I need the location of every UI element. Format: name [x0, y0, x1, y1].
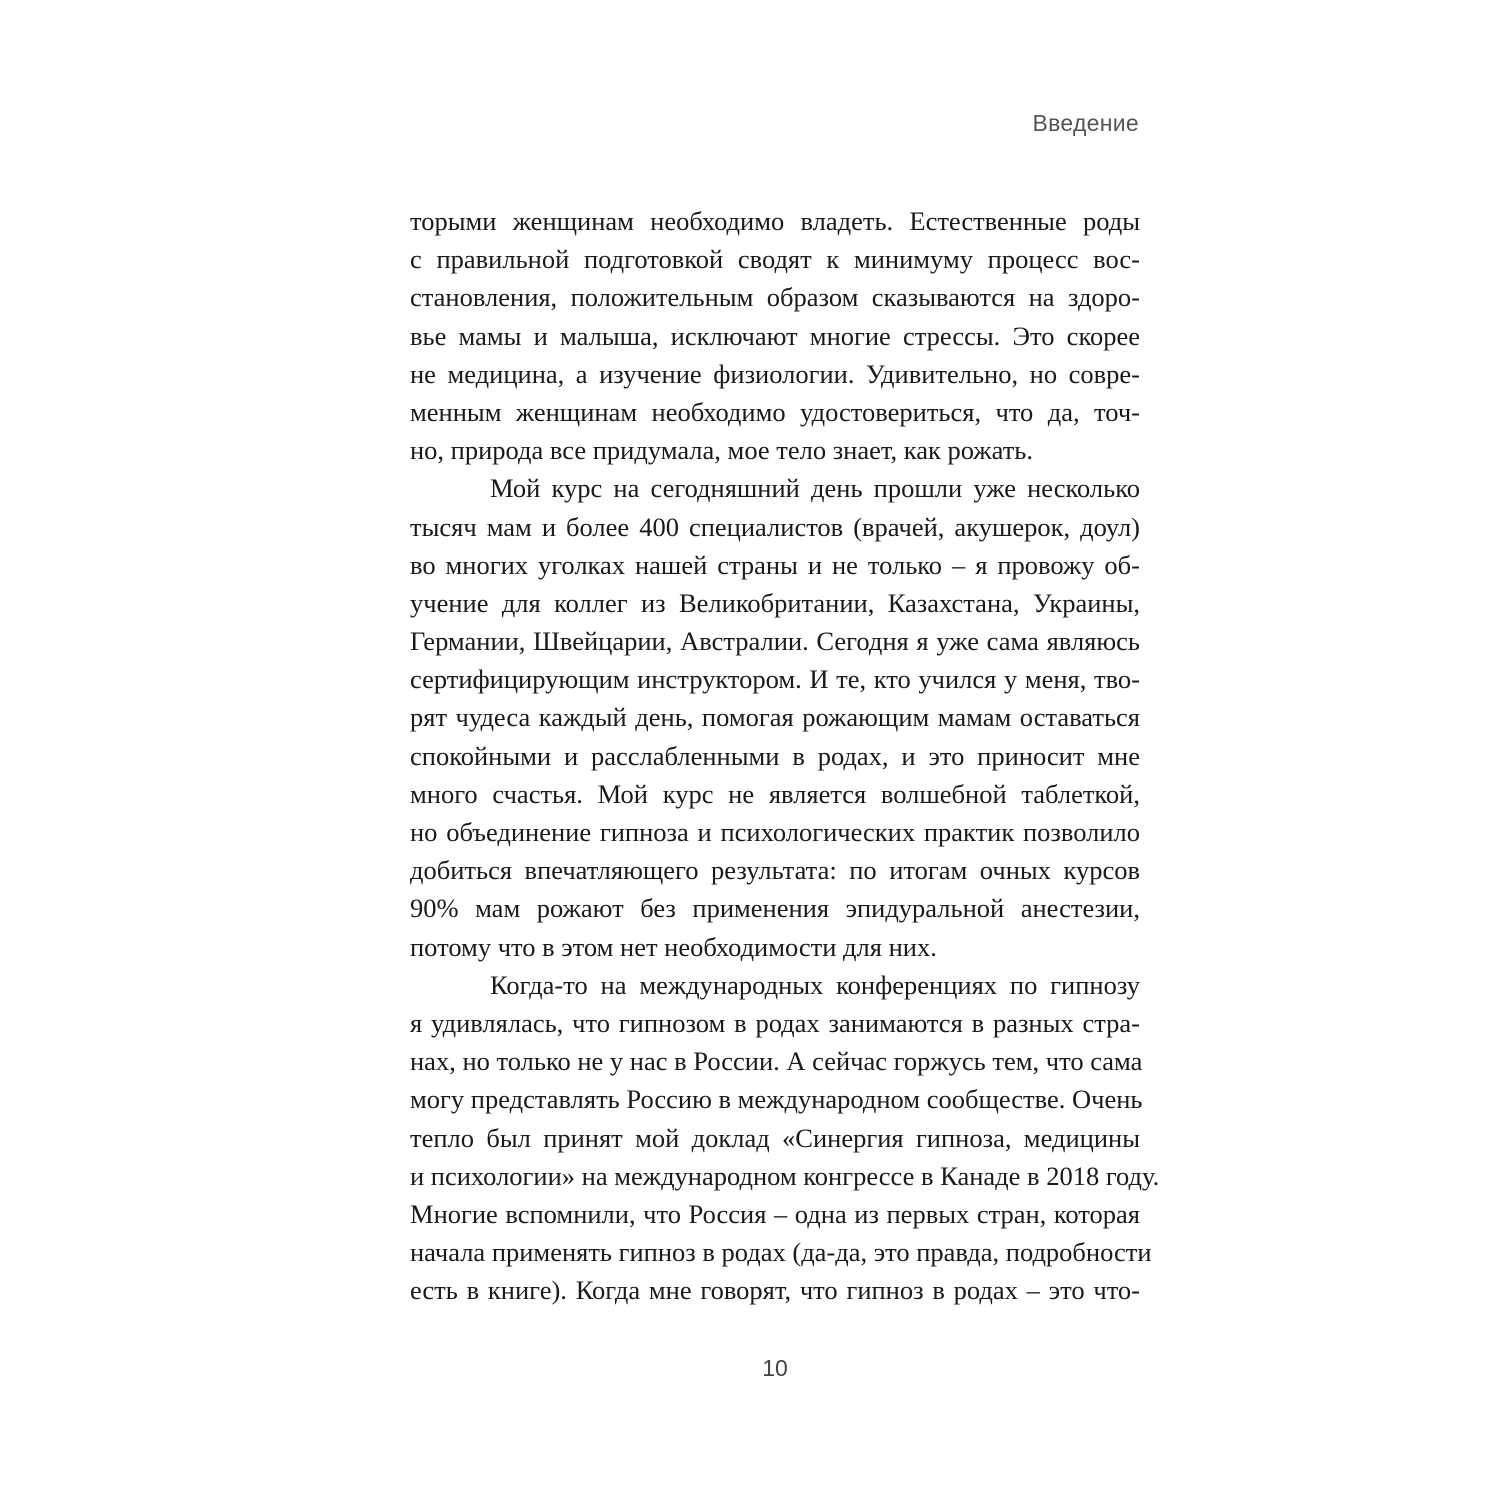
text-line: добиться впечатляющего результата: по итогам очных курсов — [410, 855, 1140, 886]
text-line: и психологии» на международном конгрессе в Канаде в 2018 году. — [410, 1160, 1160, 1191]
paragraph-start-line: Когда-то на международных конференциях по гипнозу — [490, 969, 1140, 1000]
text-line: Германии, Швейцарии, Австралии. Сегодня я уже сама являюсь — [410, 626, 1140, 657]
text-line: нах, но только не у нас в России. А сейчас горжусь тем, что сама — [410, 1046, 1143, 1077]
text-line: не медицина, а изучение физиологии. Удивительно, но совре- — [410, 358, 1140, 389]
text-line: с правильной подготовкой сводят к минимуму процесс вос- — [410, 244, 1140, 275]
text-line: спокойными и расслабленными в родах, и это приносит мне — [410, 740, 1140, 771]
text-line: 90% мам рожают без применения эпидуральной анестезии, — [410, 893, 1140, 924]
body-text — [410, 202, 1160, 1309]
text-line: рят чудеса каждый день, помогая рожающим мамам оставаться — [410, 702, 1140, 733]
text-line: менным женщинам необходимо удостовериться, что да, точ- — [410, 396, 1140, 427]
text-line: я удивлялась, что гипнозом в родах занимаются в разных стра- — [410, 1007, 1140, 1038]
text-line: тысяч мам и более 400 специалистов (врачей, акушерок, доул) — [410, 511, 1140, 542]
text-line: сертифицирующим инструктором. И те, кто учился у меня, тво- — [410, 664, 1140, 695]
text-line: вье мамы и малыша, исключают многие стрессы. Это скорее — [410, 320, 1140, 351]
text-line: могу представлять Россию в международном сообществе. Очень — [410, 1084, 1143, 1115]
page-number: 10 — [762, 1355, 788, 1381]
paragraph-start-line: Мой курс на сегодняшний день прошли уже несколько — [490, 473, 1140, 504]
text-line: но, природа все придумала, мое тело знает, как рожать. — [410, 435, 1033, 466]
text-line: во многих уголках нашей страны и не только – я провожу об- — [410, 549, 1140, 580]
text-line: становления, положительным образом сказываются на здоро- — [410, 282, 1140, 313]
text-line: но объединение гипноза и психологических практик позволило — [410, 817, 1140, 847]
text-line: торыми женщинам необходимо владеть. Естественные роды — [410, 206, 1140, 236]
text-line: учение для коллег из Великобритании, Казахстана, Украины, — [410, 587, 1140, 618]
text-line: Многие вспомнили, что Россия – одна из первых стран, которая — [410, 1198, 1140, 1229]
text-line: потому что в этом нет необходимости для них. — [410, 931, 937, 962]
text-line: тепло был принят мой доклад «Синергия гипноза, медицины — [410, 1122, 1140, 1153]
text-line: есть в книге). Когда мне говорят, что гипноз в родах – это что- — [410, 1275, 1140, 1306]
running-header: Введение — [1032, 110, 1139, 136]
text-line: начала применять гипноз в родах (да-да, это правда, подробности — [410, 1237, 1152, 1268]
text-line: много счастья. Мой курс не является волшебной таблеткой, — [410, 778, 1140, 809]
